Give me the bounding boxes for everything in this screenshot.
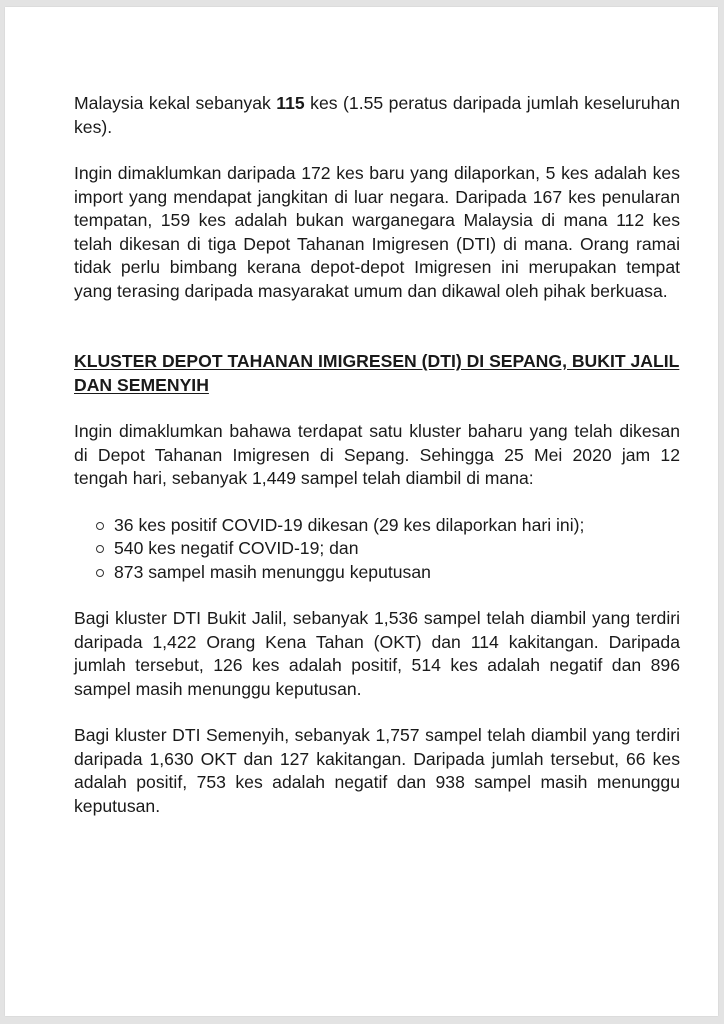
sepang-results-list [74, 514, 680, 585]
paragraph-new-cases: Ingin dimaklumkan daripada 172 kes baru yang dilaporkan, 5 kes adalah kes import yang mendapat jangkitan di luar negara. Daripada 167 kes penularan tempatan, 159 kes adalah bukan warganegara Malaysia di mana 112 kes telah dikesan di tiga Depot Tahanan Imigresen (DTI) di mana. Orang ramai tidak perlu bimbang kerana depot-depot Imigresen ini merupakan tempat yang terasing daripada masyarakat umum dan dikawal oleh pihak berkuasa. [74, 163, 680, 301]
para1-text-before: Malaysia kekal sebanyak [74, 93, 277, 113]
para1-bold-count: 115 [276, 93, 305, 113]
paragraph-semenyih-cluster: Bagi kluster DTI Semenyih, sebanyak 1,757 sampel telah diambil yang terdiri daripada 1,630 OKT dan 127 kakitangan. Daripada jumlah tersebut, 66 kes adalah positif, 753 kes adalah negatif dan 938 sampel masih menunggu keputusan. [74, 725, 680, 816]
hollow-circle-bullet-icon [96, 545, 104, 553]
list-item-text: 873 sampel masih menunggu keputusan [114, 561, 431, 582]
para1-text-after: kes (1.55 peratus daripada jumlah keseluruhan kes). [74, 93, 680, 137]
paragraph-sepang-cluster: Ingin dimaklumkan bahawa terdapat satu kluster baharu yang telah dikesan di Depot Tahanan Imigresen di Sepang. Sehingga 25 Mei 2020 jam 12 tengah hari, sebanyak 1,449 sampel telah diambil di mana: [74, 421, 680, 488]
list-item-positive [96, 514, 680, 538]
document-body [74, 92, 680, 818]
list-item-text: 36 kes positif COVID-19 dikesan (29 kes dilaporkan hari ini); [114, 514, 585, 535]
list-item-negative [96, 537, 680, 561]
hollow-circle-bullet-icon [96, 522, 104, 530]
list-item-text: 540 kes negatif COVID-19; dan [114, 538, 359, 558]
document-page [5, 7, 718, 1016]
paragraph-malaysia-cases [74, 92, 680, 139]
hollow-circle-bullet-icon [96, 569, 104, 577]
paragraph-bukit-jalil-cluster: Bagi kluster DTI Bukit Jalil, sebanyak 1,536 sampel telah diambil yang terdiri daripada 1,422 Orang Kena Tahan (OKT) dan 114 kakitangan. Daripada jumlah tersebut, 126 kes adalah positif, 514 kes adalah negatif dan 896 sampel masih menunggu keputusan. [74, 608, 680, 699]
section-heading-dti-clusters: KLUSTER DEPOT TAHANAN IMIGRESEN (DTI) DI SEPANG, BUKIT JALIL DAN SEMENYIH [74, 351, 680, 395]
list-item-pending [96, 561, 680, 585]
